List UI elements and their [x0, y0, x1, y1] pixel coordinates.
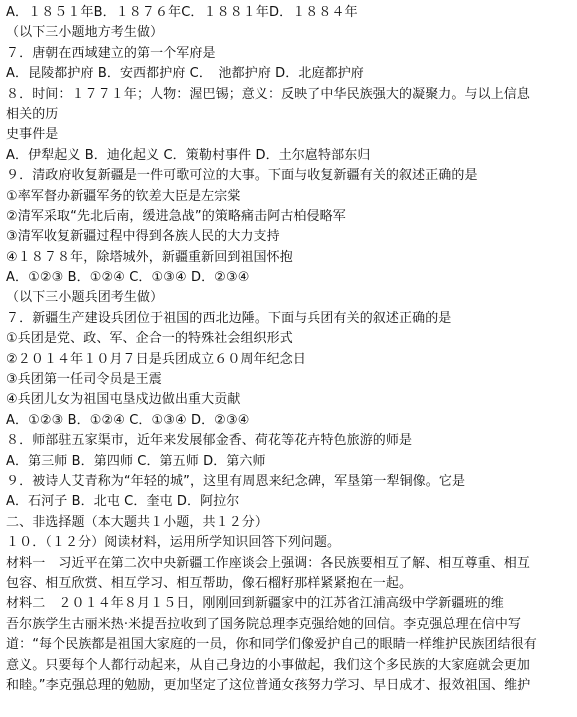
material-2-line-5: 和睦。”李克强总理的勉励，更加坚定了这位普通女孩努力学习、早日成才、报效祖国、维护 — [6, 677, 531, 693]
question-9-local-options: A．①②③ B．①②④ C．①③④ D．②③④ — [6, 270, 250, 286]
question-10: １０．（１２分）阅读材料，运用所学知识回答下列问题。 — [6, 535, 341, 551]
answer-options-year: A．１８５１年B．１８７６年C．１８８１年D．１８８４年 — [6, 5, 358, 20]
question-8-local-cont-2: 史事件是 — [6, 127, 59, 143]
question-9-bingtuan-options: A．石河子 B．北屯 C．奎屯 D．阿拉尔 — [6, 494, 240, 510]
question-7-local-options: A．昆陵都护府 B．安西都护府 C． 池都护府 D．北庭都护府 — [6, 66, 364, 82]
question-8-local: ８．时间：１７７１年；人物：渥巴锡；意义：反映了中华民族强大的凝聚力。与以上信息 — [6, 86, 531, 102]
question-7-bingtuan-options: A．①②③ B．①②④ C．①③④ D．②③④ — [6, 412, 250, 428]
question-9-local-item-1: ①率军督办新疆军务的钦差大臣是左宗棠 — [6, 188, 241, 204]
question-8-local-options: A．伊犁起义 B．迪化起义 C．策勒村事件 D．土尔扈特部东归 — [6, 147, 371, 163]
section-note-bingtuan: （以下三小题兵团考生做） — [6, 290, 164, 306]
question-7-bingtuan-item-2: ②２０１４年１０月７日是兵团成立６０周年纪念日 — [6, 351, 306, 367]
question-8-bingtuan: ８．师部驻五家渠市，近年来发展郁金香、荷花等花卉特色旅游的师是 — [6, 433, 413, 449]
material-2-line-1: 材料二 ２０１４年８月１５日，刚刚回到新疆家中的江苏省江浦高级中学新疆班的维 — [6, 596, 504, 612]
question-9-local-item-4: ④１８７８年，除塔城外，新疆重新回到祖国怀抱 — [6, 249, 293, 265]
question-8-bingtuan-options: A．第三师 B．第四师 C．第五师 D．第六师 — [6, 453, 266, 469]
section-heading-non-choice: 二、非选择题（本大题共１小题，共１２分） — [6, 514, 269, 530]
question-7-bingtuan-item-4: ④兵团儿女为祖国屯垦戍边做出重大贡献 — [6, 392, 241, 408]
question-9-local-item-2: ②清军采取“先北后南，缓进急战”的策略痛击阿古柏侵略军 — [6, 208, 346, 224]
material-1-line-1: 材料一 习近平在第二次中央新疆工作座谈会上强调：各民族要相互了解、相互尊重、相互 — [6, 555, 531, 571]
material-2-line-3: 道：“每个民族都是祖国大家庭的一员，你和同学们像爱护自己的眼睛一样维护民族团结很有 — [6, 637, 537, 653]
question-9-local-item-3: ③清军收复新疆过程中得到各族人民的大力支持 — [6, 229, 280, 245]
question-8-local-cont-1: 相关的历 — [6, 106, 59, 122]
question-7-bingtuan: ７．新疆生产建设兵团位于祖国的西北边陲。下面与兵团有关的叙述正确的是 — [6, 310, 452, 326]
section-note-local: （以下三小题地方考生做） — [6, 25, 164, 41]
question-7-local: ７．唐朝在西域建立的第一个军府是 — [6, 45, 216, 61]
question-9-bingtuan: ９．被诗人艾青称为“年轻的城”，这里有周恩来纪念碑，军垦第一犁铜像。它是 — [6, 473, 466, 489]
question-7-bingtuan-item-1: ①兵团是党、政、军、企合一的特殊社会组织形式 — [6, 331, 293, 347]
question-7-bingtuan-item-3: ③兵团第一任司令员是王震 — [6, 372, 162, 388]
material-2-line-2: 吾尔族学生古丽米热·米提吾拉收到了国务院总理李克强给她的回信。李克强总理在信中写 — [6, 616, 522, 632]
material-2-line-4: 意义。只要每个人都行动起来，从自己身边的小事做起，我们这个多民族的大家庭就会更加 — [6, 657, 531, 673]
question-9-local: ９．清政府收复新疆是一件可歌可泣的大事。下面与收复新疆有关的叙述正确的是 — [6, 168, 478, 184]
material-1-line-2: 包容、相互欣赏、相互学习、相互帮助，像石榴籽那样紧紧抱在一起。 — [6, 575, 413, 591]
